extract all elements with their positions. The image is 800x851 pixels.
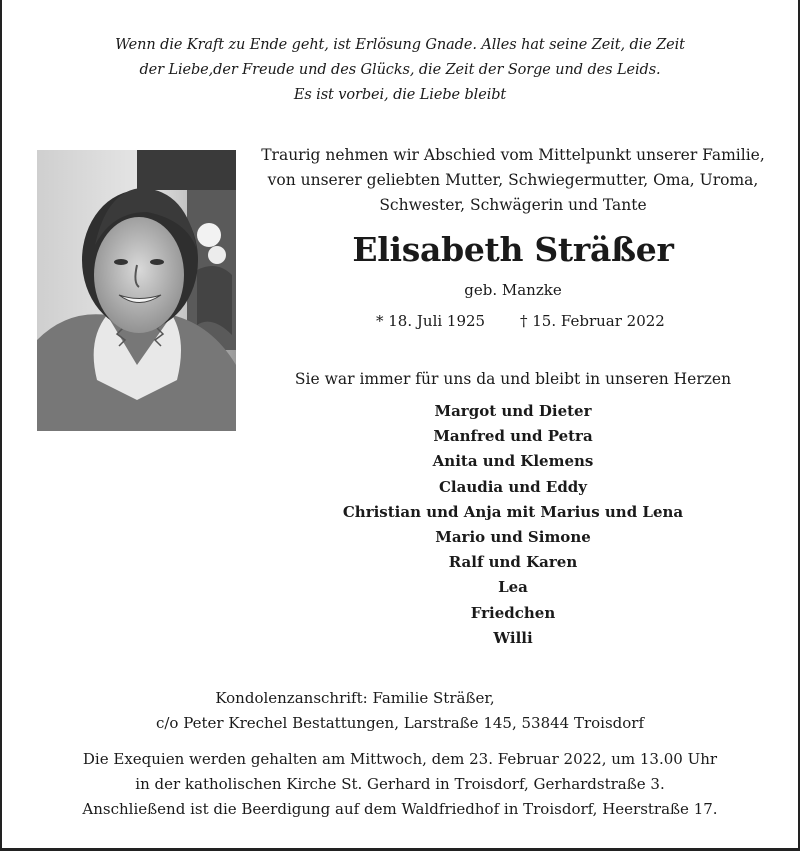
funeral-line: Die Exequien werden gehalten am Mittwoch, dem 23. Februar 2022, um 13.00 Uhr xyxy=(82,750,718,768)
mourner-entry: Manfred und Petra xyxy=(433,427,593,446)
maiden-name: geb. Manzke xyxy=(464,281,562,299)
mourner-entry: Christian und Anja mit Marius und Lena xyxy=(342,502,684,521)
intro-text xyxy=(258,143,768,218)
motto-line: Es ist vorbei, die Liebe bleibt xyxy=(293,87,507,103)
mourner-entry: Friedchen xyxy=(470,603,556,622)
mourner-entry: Margot und Dieter xyxy=(434,402,592,420)
mourner-entry: Anita und Klemens xyxy=(432,452,594,471)
intro-line: Traurig nehmen wir Abschied vom Mittelpunkt unserer Familie, xyxy=(261,146,765,164)
deceased-name: Elisabeth Sträßer xyxy=(352,230,674,269)
condolence-address xyxy=(0,686,800,736)
funeral-line: Anschließend ist die Beerdigung auf dem Waldfriedhof in Troisdorf, Heerstraße 17. xyxy=(82,800,718,818)
funeral-line: in der katholischen Kirche St. Gerhard in Troisdorf, Gerhardstraße 3. xyxy=(135,775,665,793)
mourners-list xyxy=(258,399,768,651)
mourner-entry: Mario und Simone xyxy=(435,528,591,547)
mourner-entry: Willi xyxy=(493,628,533,647)
condolence-line: Kondolenzanschrift: Familie Sträßer, xyxy=(215,689,495,707)
mourner-entry: Lea xyxy=(498,578,528,597)
intro-line: von unserer geliebten Mutter, Schwiegermutter, Oma, Uroma, xyxy=(267,171,759,189)
condolence-line: c/o Peter Krechel Bestattungen, Larstraße 145, 53844 Troisdorf xyxy=(155,714,645,732)
portrait-photo xyxy=(37,150,236,431)
motto-verse xyxy=(0,33,800,108)
tagline: Sie war immer für uns da und bleibt in unseren Herzen xyxy=(294,370,732,388)
mourner-entry: Claudia und Eddy xyxy=(438,477,588,496)
motto-line: der Liebe,der Freude und des Glücks, die Zeit der Sorge und des Leids. xyxy=(139,62,661,78)
funeral-details xyxy=(0,747,800,822)
motto-line: Wenn die Kraft zu Ende geht, ist Erlösung Gnade. Alles hat seine Zeit, die Zeit xyxy=(115,37,685,53)
intro-line: Schwester, Schwägerin und Tante xyxy=(379,196,647,214)
mourner-entry: Ralf und Karen xyxy=(448,553,578,572)
birth-date: * 18. Juli 1925 xyxy=(376,312,486,330)
death-date: † 15. Februar 2022 xyxy=(520,312,665,330)
